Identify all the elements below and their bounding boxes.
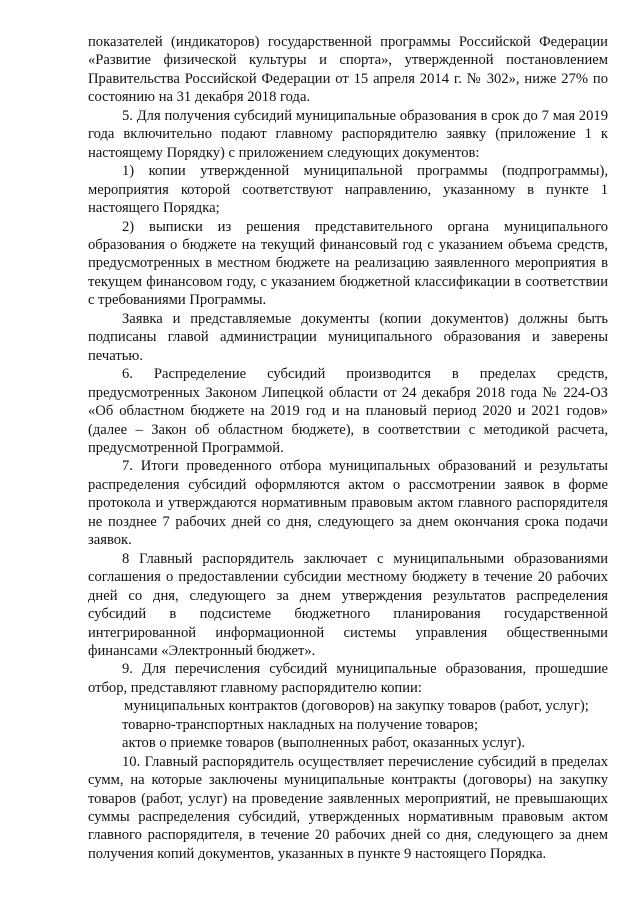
paragraph-7: 7. Итоги проведенного отбора муниципальных образований и результаты распределения субсидий оформляются актом о рассмотрении заявок в форме протокола и утверждаются нормативным правовым актом главного распорядителя не позднее 7 рабочих дней со дня, следующего за днем окончания срока подачи заявок. [88, 458, 608, 549]
paragraph-5-signature-note: Заявка и представляемые документы (копии документов) должны быть подписаны главой администрации муниципального образования и заверены печатью. [88, 310, 608, 364]
paragraph-9: 9. Для перечисления субсидий муниципальные образования, прошедшие отбор, представляют главному распорядителю копии: [88, 661, 608, 696]
paragraph-5: 5. Для получения субсидий муниципальные образования в срок до 7 мая 2019 года включительно подают главному распорядителю заявку (приложение 1 к настоящему Порядку) с приложением следующих документов: [88, 107, 608, 161]
paragraph-9-item-acts: актов о приемке товаров (выполненных работ, оказанных услуг). [122, 735, 526, 752]
document-page [88, 33, 608, 863]
paragraph-9-item-contracts: муниципальных контрактов (договоров) на закупку товаров (работ, услуг); [124, 698, 589, 715]
paragraph-6: 6. Распределение субсидий производится в пределах средств, предусмотренных Законом Липецкой области от 24 декабря 2018 года № 224-ОЗ «Об областном бюджете на 2019 год и на плановый период 2020 и 2021 годов» (далее – Закон об областном бюджете), в соответствии с методикой расчета, предусмотренной Программой. [88, 366, 608, 456]
paragraph-9-item-waybills: товарно-транспортных накладных на получение товаров; [122, 716, 479, 733]
paragraph-5-item-1: 1) копии утвержденной муниципальной программы (подпрограммы), мероприятия которой соответствуют направлению, указанному в пункте 1 настоящего Порядка; [88, 163, 608, 217]
paragraph-8: 8 Главный распорядитель заключает с муниципальными образованиями соглашения о предоставлении субсидии местному бюджету в течение 20 рабочих дней со дня, следующего за днем утверждения результатов распределения субсидий в подсистеме бюджетного планирования государственной интегрированной информационной системы управления общественными финансами «Электронный бюджет». [88, 550, 608, 659]
paragraph-continuation: показателей (индикаторов) государственной программы Российской Федерации «Развитие физической культуры и спорта», утвержденной постановлением Правительства Российской Федерации от 15 апреля 2014 г. № 302», ниже 27% по состоянию на 31 декабря 2018 года. [88, 34, 608, 106]
paragraph-10: 10. Главный распорядитель осуществляет перечисление субсидий в пределах сумм, на которые заключены муниципальные контракты (договоры) на закупку товаров (работ, услуг) на проведение заявленных мероприятий, не превышающих суммы распределения субсидий, утвержденных нормативным правовым актом главного распорядителя, в течение 20 рабочих дней со дня, следующего за днем получения копий документов, указанных в пункте 9 настоящего Порядка. [88, 753, 608, 862]
paragraph-5-item-2: 2) выписки из решения представительного органа муниципального образования о бюджете на текущий финансовый год с указанием объема средств, предусмотренных в местном бюджете на реализацию заявленного мероприятия в текущем финансовом году, с указанием бюджетной классификации в соответствии с требованиями Программы. [88, 218, 608, 309]
